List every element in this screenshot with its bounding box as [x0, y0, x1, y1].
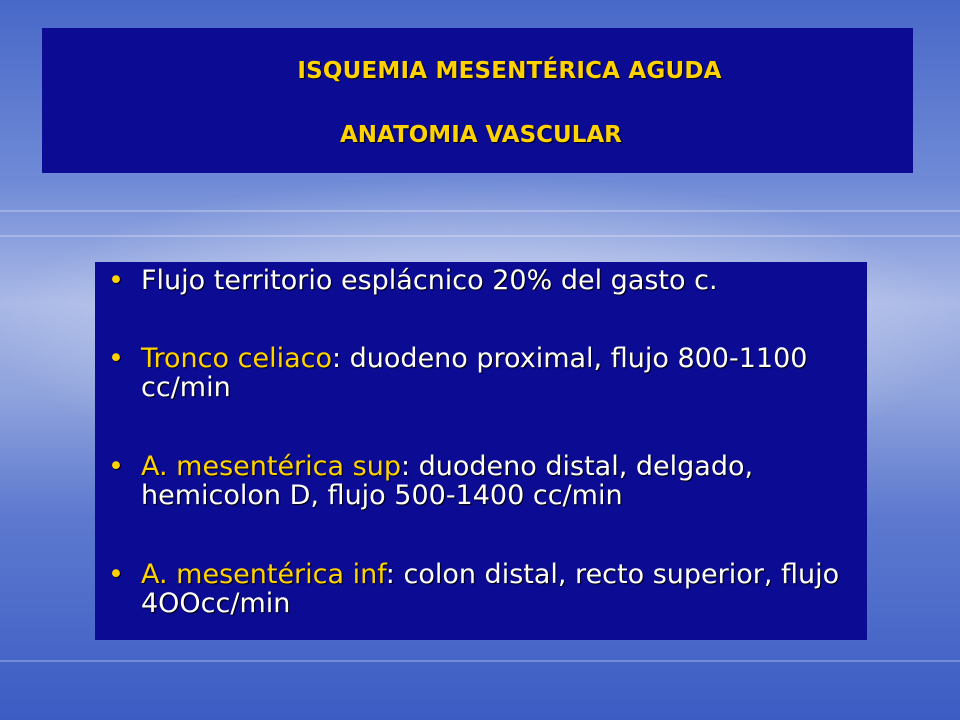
- content-panel: [95, 262, 867, 640]
- bullet-highlight: Tronco celiaco: [141, 343, 332, 374]
- bullet-dot-icon: •: [108, 559, 124, 590]
- bullet-text: : duodeno distal, delgado, hemicolon D, flujo 500-1400 cc/min: [141, 451, 754, 511]
- bullet-text: : duodeno proximal, flujo 800-1100 cc/min: [141, 343, 808, 403]
- slide-title: ISQUEMIA MESENTÉRICA AGUDA: [297, 58, 722, 84]
- title-panel: [42, 28, 913, 173]
- bullet-text: : colon distal, recto superior, flujo 4OOcc/min: [141, 559, 840, 619]
- background-wave: [0, 235, 960, 237]
- background-wave: [0, 210, 960, 212]
- bullet-highlight: A. mesentérica inf: [141, 559, 386, 590]
- slide-subtitle: ANATOMIA VASCULAR: [340, 122, 622, 148]
- bullet-highlight: A. mesentérica sup: [141, 451, 401, 482]
- bullet-dot-icon: •: [108, 343, 124, 374]
- bullet-dot-icon: •: [108, 265, 124, 296]
- bullet-text: Flujo territorio esplácnico 20% del gasto c.: [141, 265, 718, 296]
- background-wave: [0, 660, 960, 662]
- bullet-dot-icon: •: [108, 451, 124, 482]
